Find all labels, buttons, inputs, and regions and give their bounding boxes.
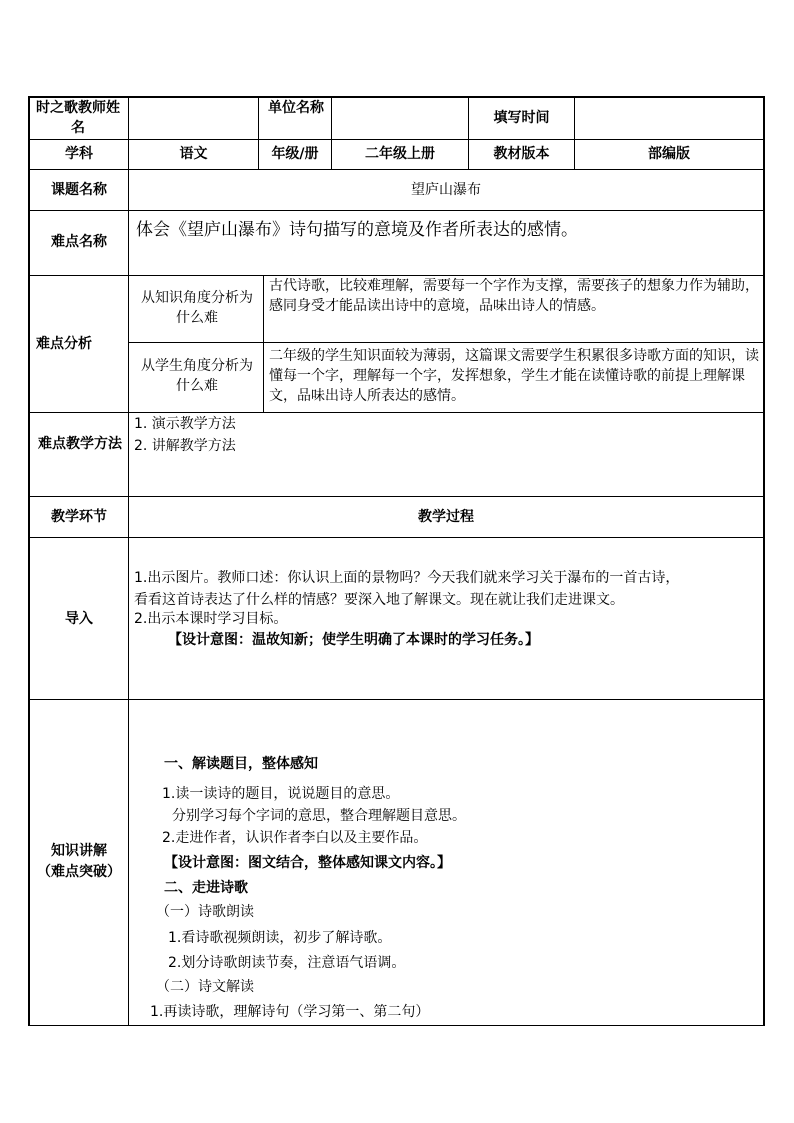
intro-design-intent: 【设计意图：温故知新；使学生明确了本课时的学习任务。】 [168,632,539,648]
table-border-right [763,96,765,1026]
col-divider [263,275,264,412]
topic-label: 课题名称 [51,182,107,198]
knowledge-line: （二）诗文解读 [156,979,254,995]
knowledge-angle-text: 古代诗歌，比较难理解，需要每一个字作为支撑，需要孩子的想象力作为辅助，感同身受才能品读出诗中的意境，品味出诗人的情感。 [269,278,759,314]
teacher-name-label: 时之歌教师姓名 [36,100,120,136]
intro-line: 1.出示图片。教师口述：你认识上面的景物吗？今天我们就来学习关于瀑布的一首古诗， [134,570,680,586]
row-divider [28,412,765,413]
col-divider [128,96,129,1026]
method-item: 2. 讲解教学方法 [134,438,236,454]
edition-label: 教材版本 [493,146,550,162]
knowledge-line: 2.划分诗歌朗读节奏，注意语气语调。 [168,955,406,971]
subject-label: 学科 [65,146,93,162]
method-item: 1. 演示教学方法 [134,416,236,432]
methods-label: 难点教学方法 [38,436,122,452]
section-heading: 一、解读题目，整体感知 [164,756,318,772]
grade-value: 二年级上册 [365,146,435,162]
knowledge-line: 分别学习每个字词的意思，整合理解题目意思。 [172,808,466,824]
topic-value: 望庐山瀑布 [411,182,481,198]
section-heading: 二、走进诗歌 [164,880,248,896]
student-angle-label: 从学生角度分析为什么难 [141,358,253,394]
difficulty-value: 体会《望庐山瀑布》诗句描写的意境及作者所表达的感情。 [136,220,578,240]
row-divider [28,537,765,538]
row-divider [28,496,765,497]
subject-value: 语文 [179,146,208,162]
lesson-plan-table [28,96,764,1026]
row-divider [28,210,765,211]
teaching-process-header: 教学过程 [418,509,474,525]
grade-label: 年级/册 [271,146,319,162]
row-divider [128,342,765,343]
intro-label: 导入 [65,611,93,627]
knowledge-line: 1.读一读诗的题目，说说题目的意思。 [162,786,400,802]
unit-name-label: 单位名称 [268,100,324,116]
row-divider [28,139,765,140]
row-divider [28,169,765,170]
knowledge-label: 知识讲解 [51,843,107,859]
teaching-stage-header: 教学环节 [51,509,107,525]
row-divider [28,699,765,700]
fill-time-label: 填写时间 [493,110,550,126]
knowledge-angle-label: 从知识角度分析为什么难 [141,290,253,326]
difficulty-label: 难点名称 [51,234,107,250]
table-border-top [28,96,765,98]
knowledge-sublabel: （难点突破） [37,864,121,880]
knowledge-line: 2.走进作者，认识作者李白以及主要作品。 [162,830,428,846]
intro-line: 2.出示本课时学习目标。 [134,611,288,627]
intro-line: 看看这首诗表达了什么样的情感？要深入地了解课文。现在就让我们走进课文。 [134,592,624,608]
analysis-label: 难点分析 [36,336,92,352]
knowledge-line: 1.看诗歌视频朗读，初步了解诗歌。 [168,930,392,946]
student-angle-text: 二年级的学生知识面较为薄弱，这篇课文需要学生积累很多诗歌方面的知识，读懂每一个字，理解每一个字，发挥想象，学生才能在读懂诗歌的前提上理解课文，品味出诗人所表达的感情。 [269,348,759,404]
edition-value: 部编版 [648,146,690,162]
knowledge-line: 1.再读诗歌，理解诗句（学习第一、第二句） [150,1004,430,1020]
knowledge-design-intent: 【设计意图：图文结合，整体感知课文内容。】 [164,855,451,871]
table-border-bottom [28,1025,765,1026]
knowledge-line: （一）诗歌朗读 [156,904,254,920]
